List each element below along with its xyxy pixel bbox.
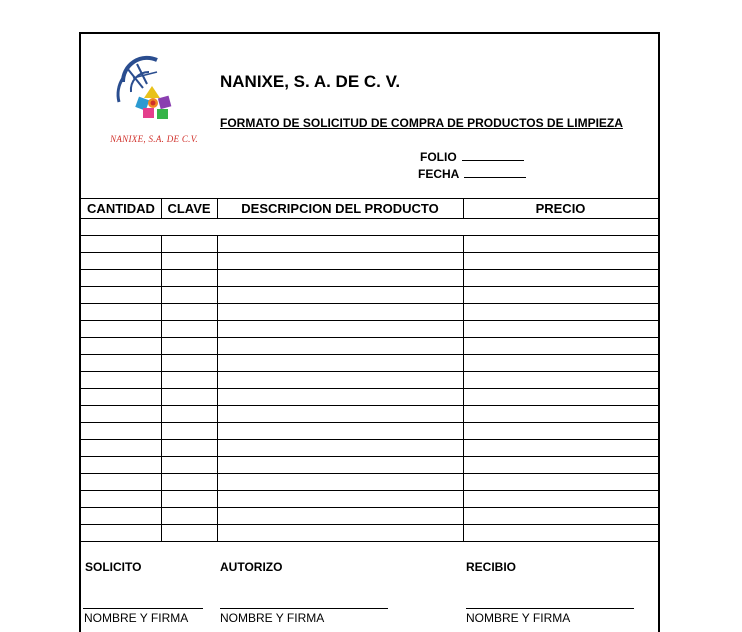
- table-row-line: [81, 303, 658, 304]
- signature-line-solicito[interactable]: [83, 608, 203, 609]
- column-header-clave: CLAVE: [167, 201, 211, 216]
- table-row-line: [81, 320, 658, 321]
- table-row-line: [81, 405, 658, 406]
- folio-line[interactable]: [462, 150, 524, 161]
- table-row-line: [81, 286, 658, 287]
- table-row-line: [81, 490, 658, 491]
- fecha-field[interactable]: [418, 167, 526, 181]
- form-title: FORMATO DE SOLICITUD DE COMPRA DE PRODUCTOS DE LIMPIEZA: [220, 116, 623, 130]
- table-row-line: [81, 354, 658, 355]
- column-divider: [463, 235, 464, 541]
- column-header-precio: PRECIO: [535, 201, 586, 216]
- signature-line-recibio[interactable]: [466, 608, 634, 609]
- fecha-line[interactable]: [464, 167, 526, 178]
- column-header-descripcion: DESCRIPCION DEL PRODUCTO: [241, 201, 439, 216]
- folio-label: FOLIO: [420, 150, 457, 164]
- table-row-line: [81, 422, 658, 423]
- company-name: NANIXE, S. A. DE C. V.: [220, 72, 401, 91]
- table-top-border: [81, 198, 658, 199]
- column-divider: [161, 235, 162, 541]
- signature-line-autorizo[interactable]: [220, 608, 388, 609]
- header-bottom-border: [81, 218, 658, 219]
- signature-caption-solicito: NOMBRE Y FIRMA: [84, 611, 189, 625]
- header-divider: [463, 198, 464, 218]
- signature-caption-recibio: NOMBRE Y FIRMA: [466, 611, 571, 625]
- signature-label-solicito: SOLICITO: [85, 560, 142, 574]
- table-row-line: [81, 269, 658, 270]
- signature-label-autorizo: AUTORIZO: [220, 560, 283, 574]
- table-row-line: [81, 507, 658, 508]
- table-row-line: [81, 371, 658, 372]
- table-row-line: [81, 524, 658, 525]
- header-divider: [161, 198, 162, 218]
- signature-label-recibio: RECIBIO: [466, 560, 517, 574]
- purchase-request-form: [79, 32, 660, 632]
- table-row-line: [81, 388, 658, 389]
- signature-caption-autorizo: NOMBRE Y FIRMA: [220, 611, 325, 625]
- folio-field[interactable]: [420, 150, 524, 164]
- company-logo: [87, 42, 209, 160]
- table-row-line: [81, 235, 658, 236]
- fecha-label: FECHA: [418, 167, 460, 181]
- header-divider: [217, 198, 218, 218]
- table-row-line: [81, 439, 658, 440]
- table-row-line: [81, 337, 658, 338]
- table-row-line: [81, 456, 658, 457]
- column-divider: [217, 235, 218, 541]
- table-row-line: [81, 473, 658, 474]
- globe-logo-icon: [87, 42, 209, 134]
- table-row-line: [81, 252, 658, 253]
- table-bottom-border: [81, 541, 658, 542]
- logo-company-name: NANIXE, S.A. DE C.V.: [110, 134, 198, 144]
- column-header-cantidad: CANTIDAD: [87, 201, 155, 216]
